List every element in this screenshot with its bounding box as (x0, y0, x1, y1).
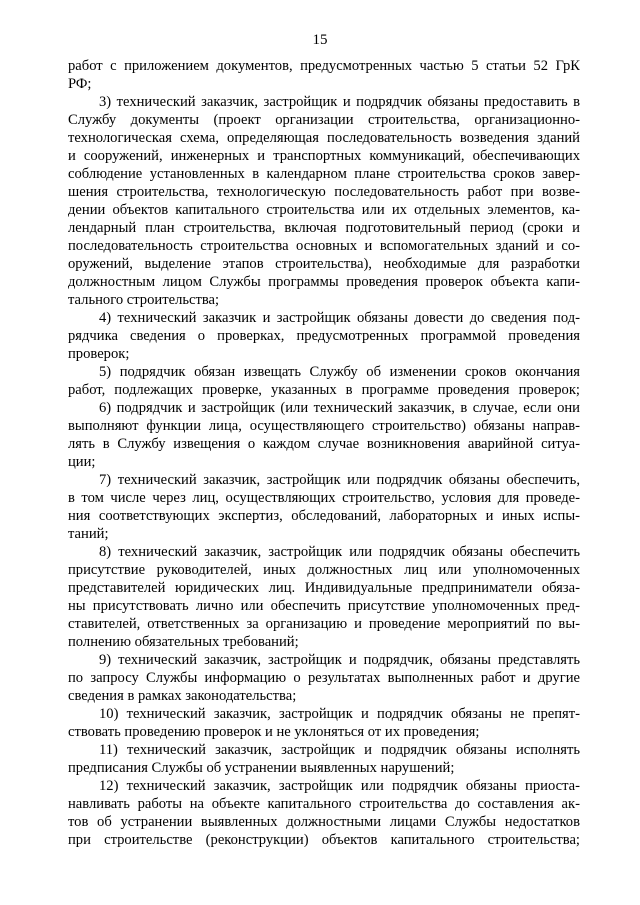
text-line: технологическая схема, определяющая последовательность возведения зданий (68, 130, 580, 146)
text-line: 4) технический заказчик и застройщик обязаны довести до сведения под- (99, 310, 580, 326)
page-number: 15 (312, 32, 328, 48)
text-line: должностным лицом Службы программы проведения проверок объекта капи- (68, 274, 580, 290)
text-line: 11) технический заказчик, застройщик и подрядчик обязаны исполнять (99, 742, 580, 758)
text-line: дении объектов капитального строительства или их отдельных элементов, ка- (68, 202, 580, 218)
text-line: работ с приложением документов, предусмотренных частью 5 статьи 52 ГрК (68, 58, 580, 74)
text-line: 3) технический заказчик, застройщик и подрядчик обязаны предоставить в (99, 94, 580, 110)
text-line: лять в Службу извещения о каждом случае возникновения аварийной ситуа- (68, 436, 580, 452)
text-line: предписания Службы об устранении выявленных нарушений; (68, 760, 455, 776)
text-line: ствовать проведению проверок и не уклоняться от их проведения; (68, 724, 480, 740)
text-line: 10) технический заказчик, застройщик и подрядчик обязаны не препят- (99, 706, 580, 722)
text-line: при строительстве (реконструкции) объектов капитального строительства; (68, 832, 580, 848)
text-line: 9) технический заказчик, застройщик и подрядчик, обязаны представлять (99, 652, 580, 668)
text-line: рядчика сведения о проверках, предусмотренных программой проведения (68, 328, 580, 344)
text-line: представителей юридических лиц. Индивидуальные предприниматели обяза- (68, 580, 580, 596)
text-line: проверок; (68, 346, 130, 362)
text-line: Службу документы (проект организации строительства, организационно- (68, 112, 580, 128)
text-line: сведения в рамках законодательства; (68, 688, 297, 704)
text-line: по запросу Службы информацию о результатах выполненных работ и другие (68, 670, 580, 686)
text-line: 8) технический заказчик, застройщик или подрядчик обязаны обеспечить (99, 544, 580, 560)
text-line: 6) подрядчик и застройщик (или технический заказчик, в случае, если они (99, 400, 580, 416)
text-line: полнению обязательных требований; (68, 634, 299, 650)
text-line: навливать работы на объекте капитального строительства до составления ак- (68, 796, 580, 812)
text-line: ставителей, ответственных за организацию и проведение мероприятий по вы- (68, 616, 580, 632)
text-line: тов об устранении выявленных должностными лицами Службы недостатков (68, 814, 580, 830)
text-line: тального строительства; (68, 292, 220, 308)
text-line: РФ; (68, 76, 92, 92)
text-line: соблюдение установленных в календарном плане строительства сроков завер- (68, 166, 580, 182)
text-line: ны присутствовать лично или обеспечить присутствие уполномоченных пред- (68, 598, 580, 614)
text-line: лендарный план строительства, включая подготовительный период (сроки и (68, 220, 580, 236)
text-line: в том числе через лиц, осуществляющих строительство, условия для проведе- (68, 490, 580, 506)
document-body (68, 57, 580, 849)
text-line: работ, подлежащих проверке, указанных в программе проведения проверок; (68, 382, 580, 398)
text-line: ции; (68, 454, 96, 470)
text-line: присутствие руководителей, иных должностных лиц или уполномоченных (68, 562, 580, 578)
text-line: 7) технический заказчик, застройщик или подрядчик обязаны обеспечить, (99, 472, 580, 488)
text-line: и сооружений, инженерных и транспортных коммуникаций, обеспечивающих (68, 148, 580, 164)
text-line: оружений, выделение этапов строительства), необходимые для разработки (68, 256, 580, 272)
text-line: выполняют функции лица, осуществляющего строительство) обязаны направ- (68, 418, 580, 434)
text-line: последовательность строительства основных и вспомогательных зданий и со- (68, 238, 580, 254)
text-line: ния соответствующих экспертиз, обследований, лабораторных и иных испы- (68, 508, 580, 524)
text-line: шения строительства, технологическую последовательность работ при возве- (68, 184, 580, 200)
text-line: таний; (68, 526, 109, 542)
text-line: 5) подрядчик обязан извещать Службу об изменении сроков окончания (99, 364, 580, 380)
text-line: 12) технический заказчик, застройщик или подрядчик обязаны приоста- (99, 778, 580, 794)
